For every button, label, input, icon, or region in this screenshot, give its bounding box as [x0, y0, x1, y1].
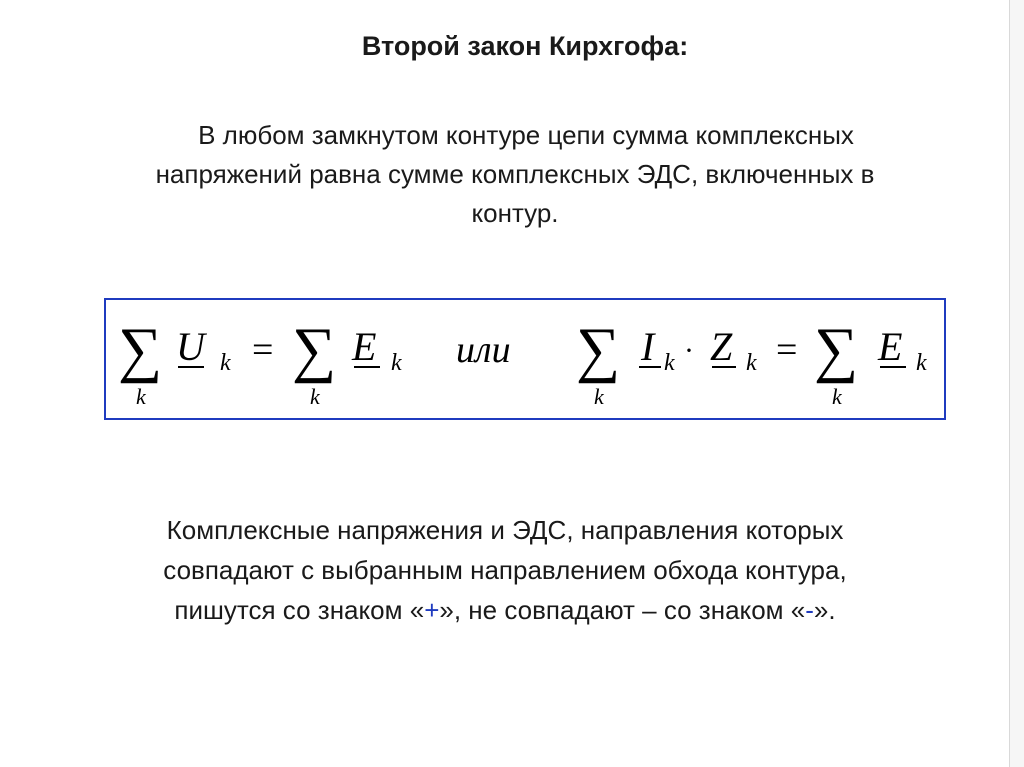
sum-symbol: ∑ [292, 316, 337, 384]
sum-index: k [832, 384, 842, 409]
sign-rule-note [0, 510, 1010, 630]
phasor-Z: Z [710, 324, 733, 369]
sum-symbol: ∑ [118, 316, 163, 384]
slide-title: Второй закон Кирхгофа: [361, 31, 689, 61]
phasor-U: U [176, 324, 205, 369]
equals-sign: = [776, 329, 798, 371]
plus-sign: + [424, 595, 440, 625]
statement-line-1: В любом замкнутом контуре цепи сумма комплексных [198, 120, 854, 150]
I-index: k [664, 350, 675, 376]
sum-index: k [136, 384, 146, 409]
phasor-I: I [641, 324, 655, 369]
sum-index: k [594, 384, 604, 409]
formula [106, 300, 944, 418]
note-line-3-prefix: пишутся со знаком « [174, 595, 425, 625]
formula-box [104, 298, 946, 420]
E-index: k [391, 350, 402, 376]
phasor-E: E [352, 324, 377, 369]
sum-symbol: ∑ [576, 316, 621, 384]
phasor-E: E [878, 324, 903, 369]
note-line-2: совпадают с выбранным направлением обхода контура, [163, 555, 847, 585]
minus-sign: - [805, 595, 814, 625]
note-line-1: Комплексные напряжения и ЭДС, направления которых [166, 515, 844, 545]
sum-symbol: ∑ [814, 316, 859, 384]
law-statement [40, 116, 990, 233]
E-index: k [916, 350, 927, 376]
note-line-3 [0, 590, 1010, 630]
note-line-3-middle: », не совпадают – со знаком « [439, 595, 806, 625]
U-index: k [220, 350, 231, 376]
Z-index: k [746, 350, 757, 376]
sum-index: k [310, 384, 320, 409]
or-word: или [456, 329, 511, 371]
dot-operator: · [684, 334, 694, 367]
statement-line-3: контур. [471, 198, 559, 228]
statement-line-2: напряжений равна сумме комплексных ЭДС, включенных в [155, 159, 875, 189]
note-line-3-suffix: ». [813, 595, 836, 625]
equals-sign: = [252, 329, 274, 371]
